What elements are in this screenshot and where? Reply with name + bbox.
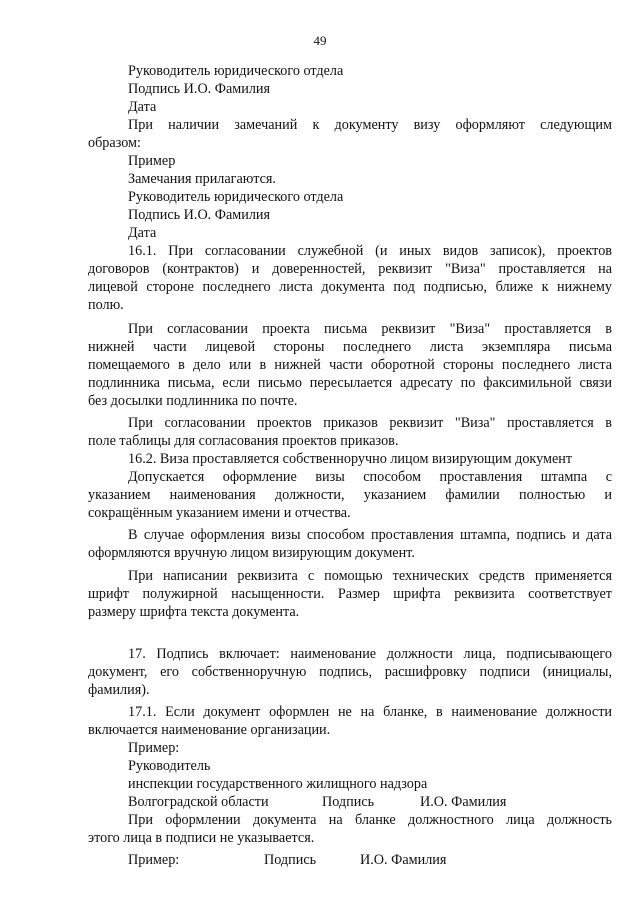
text-line: включается наименование организации. xyxy=(88,722,331,738)
signature-row xyxy=(88,793,612,811)
example-3-row xyxy=(88,851,612,869)
example-block-2 xyxy=(88,739,612,811)
text-line: При оформлении документа на бланке должностного лица должность xyxy=(128,812,612,828)
text-line: образом: xyxy=(88,135,141,151)
text-line: этого лица в подписи не указывается. xyxy=(88,830,315,846)
signature-name: И.О. Фамилия xyxy=(420,794,507,810)
text-line: Руководитель xyxy=(128,758,211,774)
text-line: полю. xyxy=(88,297,124,313)
example-block xyxy=(88,152,612,242)
text-line: сокращённым указанием имени и отчества. xyxy=(88,505,351,521)
text-line: подлинника письма, если письмо пересылается адресату по факсимильной связи xyxy=(88,375,612,391)
text-line: размеру шрифта текста документа. xyxy=(88,604,300,620)
top-signature-block xyxy=(88,62,612,116)
text-line: договоров (контрактов) и доверенностей, реквизит "Виза" проставляется на xyxy=(88,261,612,277)
text-line: без досылки подлинника по почте. xyxy=(88,393,298,409)
paragraph-17 xyxy=(88,645,612,699)
paragraph-16-2 xyxy=(88,450,612,468)
paragraph-blank xyxy=(88,811,612,847)
text-line: 17.1. Если документ оформлен не на бланке, в наименование должности xyxy=(128,704,612,720)
text-line: При согласовании проектов приказов реквизит "Виза" проставляется в xyxy=(128,415,612,431)
text-line: указанием наименования должности, указанием фамилии полностью и xyxy=(88,487,612,503)
signature-region: Волгоградской области xyxy=(128,794,269,810)
paragraph-orders xyxy=(88,414,612,450)
signature-name: И.О. Фамилия xyxy=(360,852,447,868)
document-body xyxy=(88,62,612,869)
text-line: Дата xyxy=(128,99,157,115)
paragraph-stamp-signature xyxy=(88,526,612,562)
paragraph-17-1 xyxy=(88,703,612,739)
text-line: Подпись И.О. Фамилия xyxy=(128,207,271,223)
example-label: Пример: xyxy=(128,852,180,868)
signature-label: Подпись xyxy=(322,794,375,810)
paragraph-16-1 xyxy=(88,242,612,314)
text-line: Пример: xyxy=(128,740,180,756)
text-line: оформляются вручную лицом визирующим документ. xyxy=(88,545,415,561)
page-number: 49 xyxy=(313,33,327,48)
text-line: Допускается оформление визы способом проставления штампа с xyxy=(128,469,612,485)
text-line: Руководитель юридического отдела xyxy=(128,189,344,205)
text-line: шрифт полужирной насыщенности. Размер шрифта реквизита соответствует xyxy=(88,586,612,602)
text-line: При наличии замечаний к документу визу оформляют следующим xyxy=(128,117,612,133)
text-line: В случае оформления визы способом проставления штампа, подпись и дата xyxy=(128,527,612,543)
text-line: документ, его собственноручную подпись, расшифровку подписи (инициалы, xyxy=(88,664,612,680)
text-line: Дата xyxy=(128,225,157,241)
text-line: Замечания прилагаются. xyxy=(128,171,276,187)
text-line: Пример xyxy=(128,153,176,169)
text-line: При написании реквизита с помощью технических средств применяется xyxy=(128,568,612,584)
text-line: лицевой стороне последнего листа документа под подписью, ближе к нижнему xyxy=(88,279,612,295)
paragraph-stamp xyxy=(88,468,612,522)
text-line: Руководитель юридического отдела xyxy=(128,63,344,79)
text-line: помещаемого в дело или в нижней части оборотной стороны последнего листа xyxy=(88,357,612,373)
text-line: 17. Подпись включает: наименование должности лица, подписывающего xyxy=(128,646,612,662)
text-line: инспекции государственного жилищного надзора xyxy=(128,776,428,792)
text-line: Подпись И.О. Фамилия xyxy=(128,81,271,97)
text-line: 16.2. Виза проставляется собственноручно лицом визирующим документ xyxy=(128,451,573,467)
text-line: При согласовании проекта письма реквизит "Виза" проставляется в xyxy=(128,321,612,337)
paragraph-font xyxy=(88,567,612,621)
text-line: поле таблицы для согласования проектов приказов. xyxy=(88,433,399,449)
text-line: нижней части лицевой стороны последнего листа экземпляра письма xyxy=(88,339,612,355)
text-line: фамилия). xyxy=(88,682,150,698)
text-line: 16.1. При согласовании служебной (и иных видов записок), проектов xyxy=(128,243,612,259)
signature-label: Подпись xyxy=(264,852,317,868)
paragraph-letter xyxy=(88,320,612,410)
paragraph-remarks xyxy=(88,116,612,152)
